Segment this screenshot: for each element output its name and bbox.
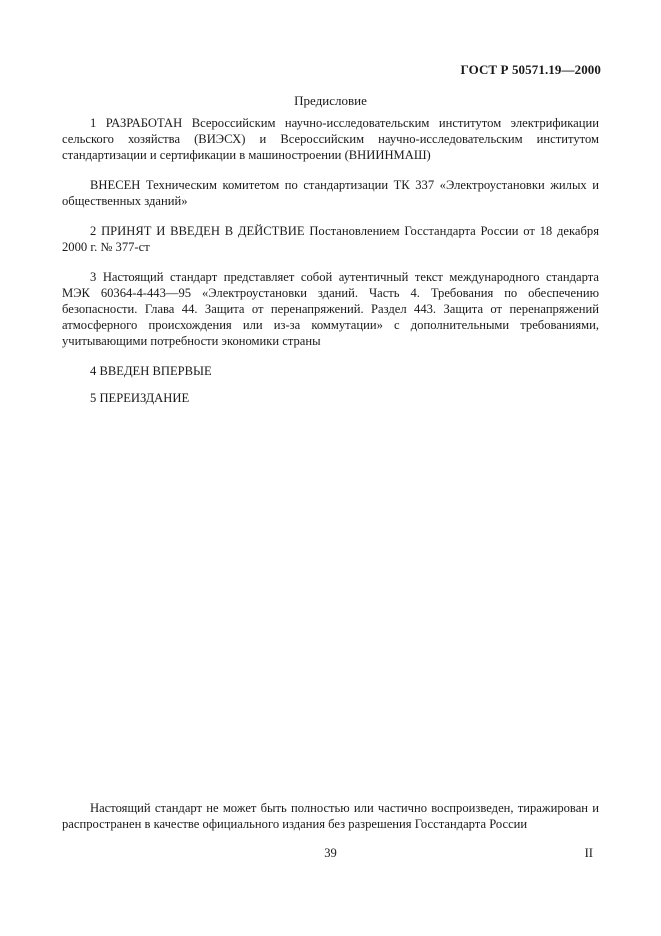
paragraph-first-introduced: 4 ВВЕДЕН ВПЕРВЫЕ — [90, 364, 212, 378]
preface-body — [62, 115, 599, 417]
roman-page-number: II — [584, 846, 593, 860]
preface-title: Предисловие — [294, 93, 367, 108]
document-code: ГОСТ Р 50571.19—2000 — [460, 62, 601, 77]
paragraph-introduced-by: ВНЕСЕН Техническим комитетом по стандартизации ТК 337 «Электроустановки жилых и общественных зданий» — [62, 178, 599, 208]
paragraph-reissue: 5 ПЕРЕИЗДАНИЕ — [90, 391, 190, 405]
paragraph-adopted: 2 ПРИНЯТ И ВВЕДЕН В ДЕЙСТВИЕ Постановлением Госстандарта России от 18 декабря 2000 г. № 377-ст — [62, 224, 599, 254]
copyright-notice — [62, 800, 599, 832]
copyright-notice-text: Настоящий стандарт не может быть полностью или частично воспроизведен, тиражирован и распространен в качестве официального издания без разрешения Госстандарта России — [62, 801, 599, 831]
paragraph-developed-by: 1 РАЗРАБОТАН Всероссийским научно-исследовательским институтом электрификации сельского хозяйства (ВИЭСХ) и Всероссийским научно-исследовательским институтом стандартизации и сертификации в машиностроении (ВНИИНМАШ) — [62, 116, 599, 162]
paragraph-authentic-text: 3 Настоящий стандарт представляет собой аутентичный текст международного стандарта МЭК 60364-4-443—95 «Электроустановки зданий. Часть 4. Требования по обеспечению безопасности. Глава 44. Защита от перенапряжений. Раздел 443. Защита от перенапряжений атмосферного происхождения или из-за коммутации» с дополнительными требованиями, учитывающими потребности экономики страны — [62, 270, 599, 348]
page-number: 39 — [324, 846, 337, 860]
